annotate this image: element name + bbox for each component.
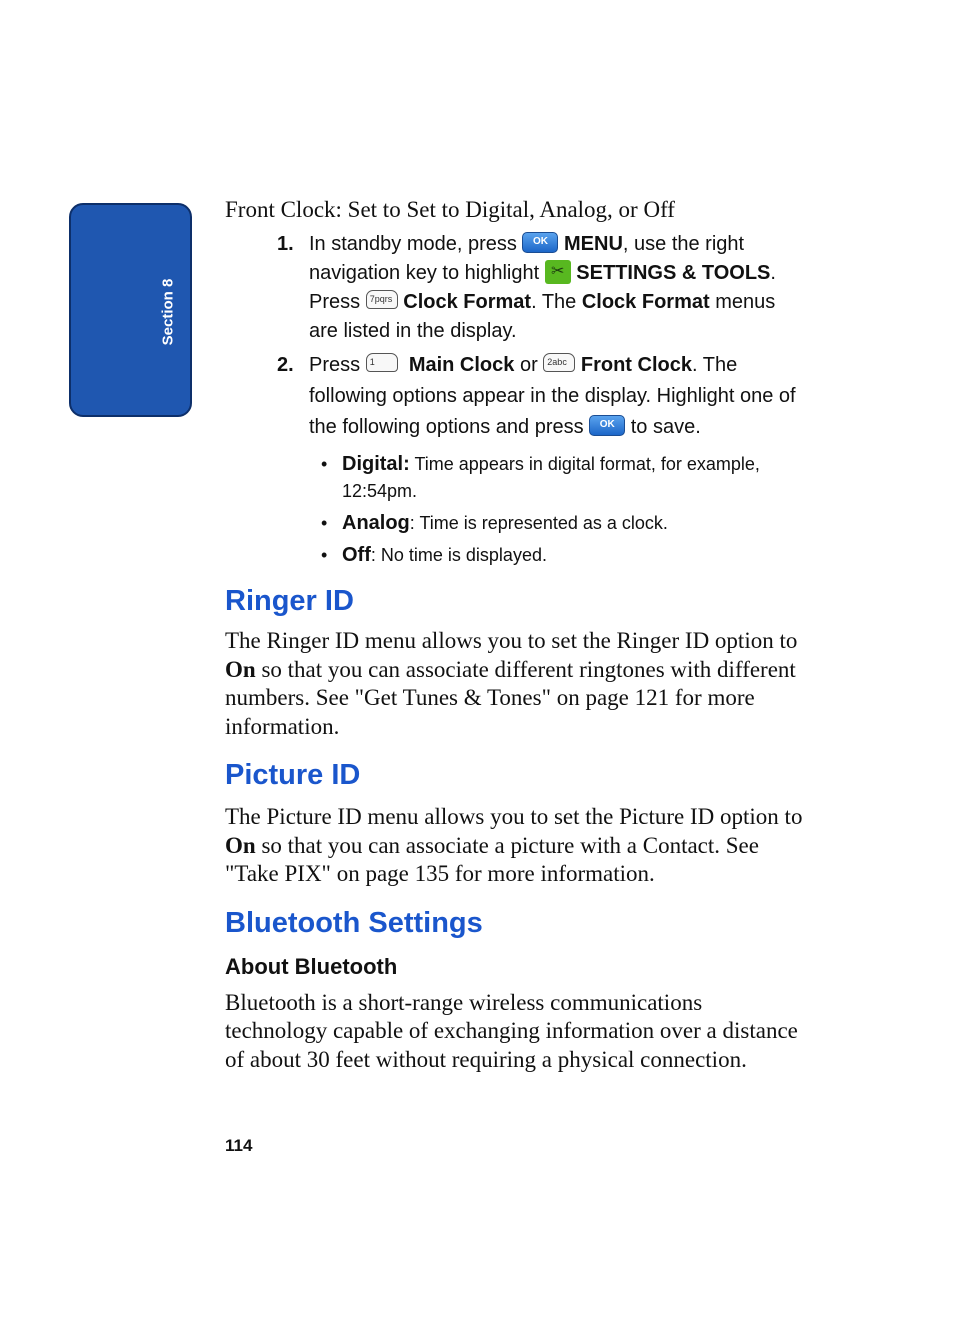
- about-bluetooth-heading: About Bluetooth: [225, 953, 398, 979]
- bluetooth-paragraph: Bluetooth is a short-range wireless communications technology capable of exchanging information over a distance of about 30 feet without requiring a physical connection.: [225, 989, 798, 1072]
- front-clock-label: Front Clock: [580, 354, 692, 376]
- front-clock-line: Front Clock: Set to Set to Digital, Analog, or Off: [225, 197, 675, 222]
- step-text: or: [514, 354, 544, 376]
- step-text: In standby mode, press: [309, 233, 523, 255]
- clock-format-label: Clock Format: [581, 291, 710, 313]
- bluetooth-settings-heading: Bluetooth Settings: [225, 906, 483, 939]
- option-label: Digital:: [342, 453, 410, 475]
- step-number: 2.: [277, 354, 294, 376]
- step-text: , use the right navigation key to highlight: [309, 233, 745, 284]
- list-item: [225, 510, 805, 537]
- clock-options-list: [225, 451, 805, 569]
- step-1: [225, 230, 805, 346]
- step-text: menus are listed in the display.: [309, 291, 776, 342]
- paragraph-text: The Ringer ID menu allows you to set the Ringer ID option to: [225, 628, 798, 653]
- paragraph-text: The Picture ID menu allows you to set the Picture ID option to: [225, 804, 803, 829]
- ringer-id-paragraph: [225, 627, 805, 741]
- instruction-steps: [225, 230, 805, 443]
- step-text: Press: [309, 354, 366, 376]
- on-label: On: [225, 656, 256, 682]
- page-content: [225, 196, 805, 1074]
- key-1-icon: 1: [366, 353, 398, 372]
- paragraph-text: so that you can associate different ringtones with different numbers. See "Get Tunes & Tones" on page 121 for more information.: [225, 656, 796, 739]
- step-text: . The following options appear in the display. Highlight one of the following options and press: [309, 354, 796, 438]
- clock-format-label: Clock Format: [403, 291, 532, 313]
- menu-label: MENU: [564, 233, 623, 255]
- list-item: [225, 542, 805, 569]
- ok-key-icon: OK: [589, 415, 625, 436]
- step-text: . The: [531, 291, 582, 313]
- option-label: Off: [342, 544, 371, 566]
- list-item: [225, 451, 805, 505]
- option-text: : Time is represented as a clock.: [409, 513, 668, 533]
- ringer-id-heading: Ringer ID: [225, 585, 354, 617]
- main-clock-label: Main Clock: [408, 354, 515, 376]
- settings-tools-icon: ✂: [545, 260, 571, 284]
- picture-id-heading: Picture ID: [225, 759, 361, 791]
- option-text: : No time is displayed.: [370, 545, 547, 565]
- section-label: Section 8: [159, 278, 177, 346]
- step-text: to save.: [625, 416, 701, 438]
- step-number: 1.: [277, 233, 294, 255]
- option-text: Time appears in digital format, for example, 12:54pm.: [342, 454, 760, 501]
- step-text: . Press: [309, 262, 776, 313]
- picture-id-paragraph: [225, 803, 805, 889]
- ok-key-icon: OK: [522, 232, 558, 253]
- step-2: [225, 350, 805, 443]
- key-7-icon: 7pqrs: [366, 290, 398, 309]
- on-label: On: [225, 832, 256, 858]
- option-label: Analog: [342, 512, 410, 534]
- settings-tools-label: SETTINGS & TOOLS: [576, 262, 771, 284]
- paragraph-text: so that you can associate a picture with a Contact. See "Take PIX" on page 135 for more information.: [225, 832, 759, 886]
- page-number: 114: [225, 1136, 253, 1155]
- key-2-icon: 2abc: [543, 353, 575, 372]
